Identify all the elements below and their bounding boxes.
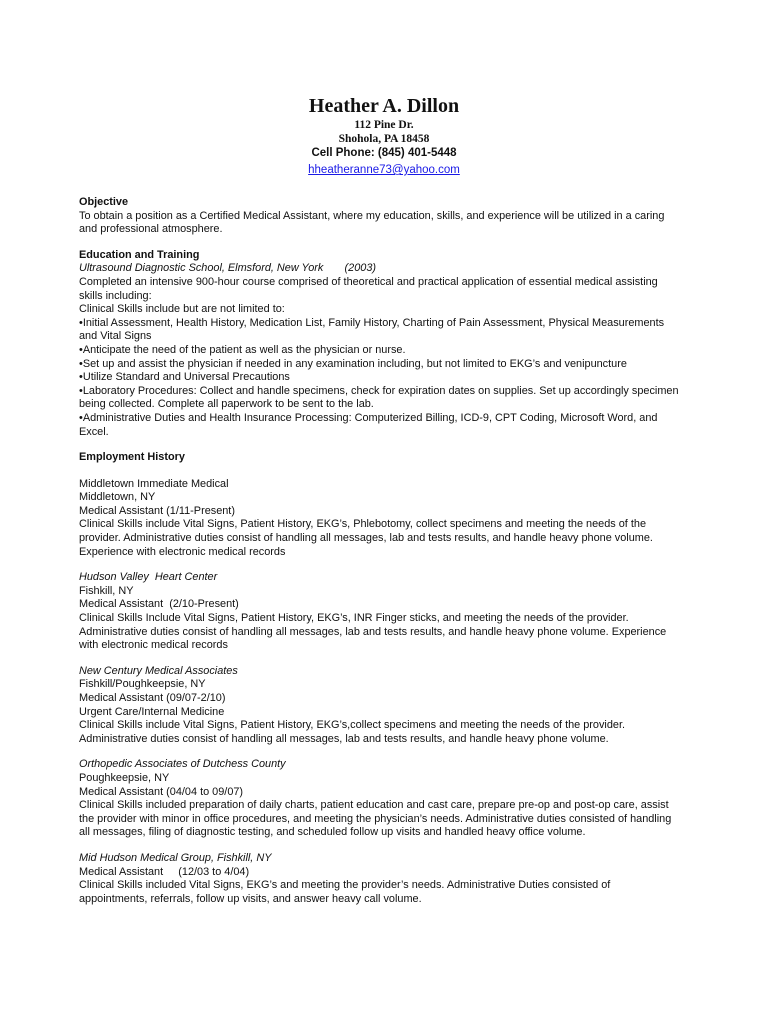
job-location: Fishkill/Poughkeepsie, NY	[79, 678, 206, 691]
job-title: Medical Assistant (1/11-Present)	[79, 504, 235, 517]
objective-section	[79, 196, 679, 237]
job-description: Clinical Skills included Vital Signs, EKG’s and meeting the provider’s needs. Administrative Duties consisted of appointments, referrals, follow up visits, and answer heavy call volume.	[79, 879, 611, 905]
employment-section	[79, 451, 679, 906]
skill-bullet: • Set up and assist the physician if needed in any examination including, but not limited to EKG’s and venipuncture	[79, 358, 679, 372]
job-employer: Middletown Immediate Medical	[79, 477, 229, 490]
job-employer: New Century Medical Associates	[79, 664, 238, 677]
email-link[interactable]: hheatheranne73@yahoo.com	[308, 164, 460, 176]
skill-bullet: • Laboratory Procedures: Collect and handle specimens, check for expiration dates on supplies. Set up accordingly specimen being collected. Complete all paperwork to be sent to the lab.	[79, 385, 679, 412]
job-entry	[79, 758, 679, 840]
address-line-2: Shohola, PA 18458	[338, 133, 430, 145]
skill-bullet: • Administrative Duties and Health Insurance Processing: Computerized Billing, ICD-9, CPT Coding, Microsoft Word, and Excel.	[79, 412, 679, 439]
job-description: Clinical Skills Include Vital Signs, Patient History, EKG’s, INR Finger sticks, and meeting the needs of the provider. Administrative duties consist of handling all messages, lab and tests results, and handle heavy phone volume. Experience with electronic medical records	[79, 612, 667, 652]
candidate-name: Heather A. Dillon	[308, 95, 460, 117]
resume-header	[0, 94, 768, 178]
job-employer: Mid Hudson Medical Group, Fishkill, NY	[79, 851, 272, 864]
skill-bullet: • Anticipate the need of the patient as well as the physician or nurse.	[79, 344, 679, 358]
cell-phone: Cell Phone: (845) 401-5448	[311, 147, 457, 159]
school-line: Ultrasound Diagnostic School, Elmsford, New York (2003)	[79, 262, 377, 275]
objective-heading: Objective	[79, 196, 129, 208]
job-title: Medical Assistant (2/10-Present)	[79, 598, 239, 611]
job-location: Poughkeepsie, NY	[79, 771, 170, 784]
resume-body	[79, 196, 679, 906]
job-location: Middletown, NY	[79, 491, 156, 504]
job-description: Clinical Skills include Vital Signs, Patient History, EKG’s,collect specimens and meeting the needs of the provider. Administrative duties consist of handling all messages, lab and tests results, and handle heavy phone volume.	[79, 719, 626, 745]
skill-bullet: • Utilize Standard and Universal Precautions	[79, 371, 679, 385]
job-specialty: Urgent Care/Internal Medicine	[79, 705, 225, 718]
job-location: Fishkill, NY	[79, 584, 134, 597]
education-description: Completed an intensive 900-hour course comprised of theoretical and practical application of essential medical assisting skills including:	[79, 275, 658, 302]
objective-text: To obtain a position as a Certified Medical Assistant, where my education, skills, and experience will be utilized in a caring and professional atmosphere.	[79, 209, 665, 236]
education-section	[79, 249, 679, 439]
job-title: Medical Assistant (12/03 to 4/04)	[79, 865, 250, 878]
job-entry	[79, 665, 679, 747]
address-line-1: 112 Pine Dr.	[354, 119, 414, 131]
job-employer: Orthopedic Associates of Dutchess County	[79, 758, 286, 771]
education-heading: Education and Training	[79, 248, 200, 261]
job-title: Medical Assistant (09/07-2/10)	[79, 692, 226, 704]
clinical-skills-intro: Clinical Skills include but are not limited to:	[79, 303, 285, 316]
job-entry	[79, 852, 679, 906]
job-employer: Hudson Valley Heart Center	[79, 571, 218, 584]
job-title: Medical Assistant (04/04 to 09/07)	[79, 785, 244, 798]
job-description: Clinical Skills included preparation of daily charts, patient education and cast care, prepare pre-op and post-op care, assist the provider with minor in office procedures, and meeting the physician’s needs. Administrative duties consisted of handling all messages, filing of diagnostic testing, and scheduled follow up visits and handled heavy office volume.	[79, 799, 672, 839]
skill-bullet: • Initial Assessment, Health History, Medication List, Family History, Charting of Pain Assessment, Physical Measurements and Vital Signs	[79, 317, 679, 344]
job-entry	[79, 478, 679, 560]
job-description: Clinical Skills include Vital Signs, Patient History, EKG’s, Phlebotomy, collect specimens and meeting the needs of the provider. Administrative duties consist of handling all messages, lab and tests results, and handle heavy phone volume. Experience with electronic medical records	[79, 518, 653, 558]
job-entry	[79, 571, 679, 653]
employment-heading: Employment History	[79, 451, 185, 464]
